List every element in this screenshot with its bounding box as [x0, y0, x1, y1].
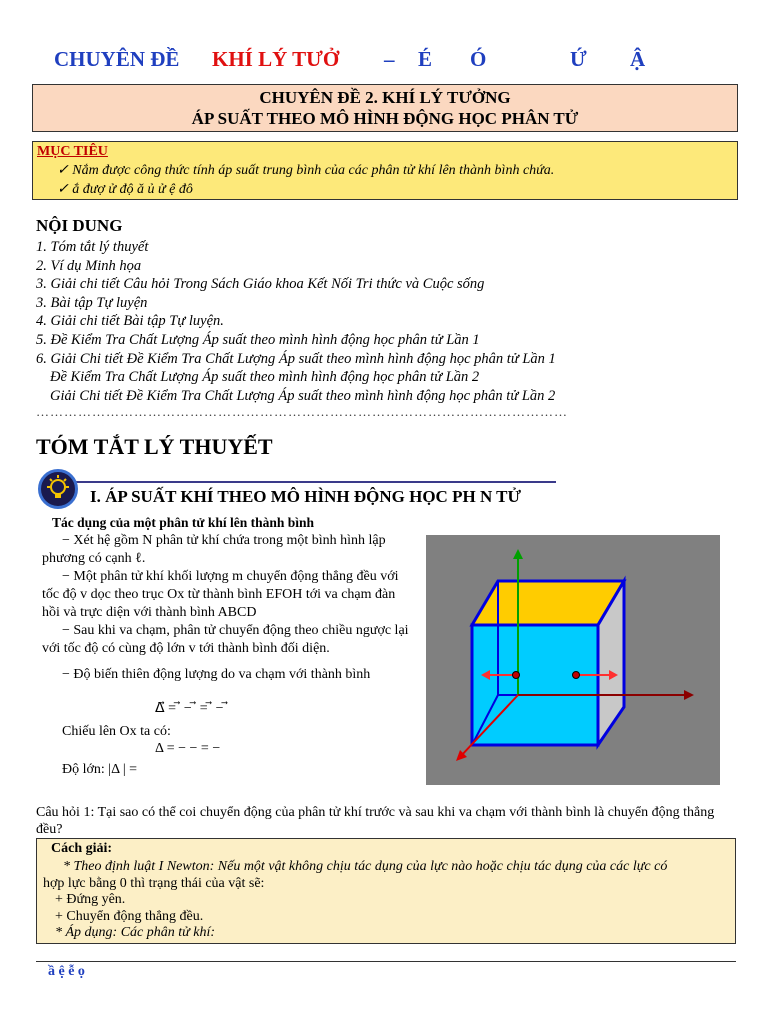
dotted-separator: …………………………………………………………………………………………………… [36, 404, 568, 419]
solution-box [36, 838, 736, 944]
header-part2: KHÍ LÝ TƯỞ [212, 47, 340, 71]
goal-item-2: ✓ ắ đượ ử độ ă ủ ử ệ đô [57, 182, 193, 197]
header-part3: – [384, 47, 395, 71]
solution-line-1: * Theo định luật I Newton: Nếu một vật không chịu tác dụng của lực nào hoặc chịu tác dụng của các lực có [63, 859, 668, 874]
section-title: I. ÁP SUẤT KHÍ THEO MÔ HÌNH ĐỘNG HỌC PH N TỬ [90, 487, 522, 506]
page-header [0, 44, 768, 80]
lightbulb-icon [38, 469, 78, 509]
goals-label: MỤC TIÊU [37, 144, 108, 159]
content-item: 1. Tóm tắt lý thuyết [36, 239, 149, 255]
molecule-right [573, 672, 580, 679]
header-part4: É [418, 47, 433, 71]
molecule-left [513, 672, 520, 679]
subheading: Tác dụng của một phân tử khí lên thành bình [52, 515, 315, 530]
section-rule [44, 481, 556, 483]
content-heading: NỘI DUNG [36, 216, 123, 235]
content-item: 6. Giải Chi tiết Đề Kiểm Tra Chất Lượng Áp suất theo mình hình động học phân tử Lần 1 [36, 350, 556, 367]
equation-1: Δ⃗ = ⃗ − ⃗ = ⃗ − ⃗ [155, 701, 228, 716]
cube-front-face [472, 625, 598, 745]
content-item: 3. Giải chi tiết Câu hỏi Trong Sách Giáo khoa Kết Nối Tri thức và Cuộc sống [36, 276, 485, 293]
content-item: Giải Chi tiết Đề Kiểm Tra Chất Lượng Áp suất theo mình hình động học phân tử Lần 2 [50, 387, 556, 404]
goal-item-1: ✓ Nắm được công thức tính áp suất trung bình của các phân tử khí lên thành bình chứa. [57, 163, 555, 178]
content-item: 5. Đề Kiểm Tra Chất Lượng Áp suất theo mình hình động học phân tử Lần 1 [36, 331, 480, 348]
paragraph-4: − Độ biến thiên động lượng do va chạm với thành bình [62, 667, 371, 682]
solution-line-4: + Chuyển động thẳng đều. [55, 909, 204, 924]
paragraph-2: − Một phân tử khí khối lượng m chuyển động thẳng đều với tốc độ v dọc theo trục Ox từ thành bình EFOH tới va chạm đàn hồi và trực diện với thành bình ABCD [42, 569, 399, 620]
header-part1: CHUYÊN ĐỀ [54, 47, 180, 71]
title-line2: ÁP SUẤT THEO MÔ HÌNH ĐỘNG HỌC PHÂN TỬ [191, 109, 579, 128]
equation-2: Δ = − − = − [155, 741, 221, 756]
content-list [36, 238, 556, 405]
header-part6: Ứ [570, 47, 587, 71]
equation-2-label: Chiếu lên Ox ta có: [62, 724, 171, 739]
content-item: 3. Bài tập Tự luyện [36, 294, 148, 311]
footer-text: ầ ệ ễ ọ [48, 964, 85, 979]
content-item: 4. Giải chi tiết Bài tập Tự luyện. [36, 313, 224, 330]
solution-line-3: + Đứng yên. [55, 892, 126, 907]
paragraph-1: − Xét hệ gồm N phân tử khí chứa trong một bình hình lập phương có cạnh ℓ. [42, 533, 386, 566]
paragraph-3: − Sau khi va chạm, phân tử chuyển động theo chiều ngược lại với tốc độ có cùng độ lớn v tới thành bình đối diện. [42, 623, 409, 656]
question-1: Câu hỏi 1: Tại sao có thể coi chuyển động của phân tử khí trước và sau khi va chạm với thành bình là chuyển động thẳng đều? [36, 805, 715, 837]
header-part5: Ó [470, 47, 487, 71]
solution-label: Cách giải: [51, 841, 113, 856]
solution-line-2: hợp lực bằng 0 thì trạng thái của vật sẽ: [43, 876, 265, 891]
header-part7: Ậ [630, 47, 646, 71]
equation-3: Độ lớn: |Δ | = [62, 762, 138, 777]
goals-box [32, 141, 738, 200]
summary-heading: TÓM TẮT LÝ THUYẾT [36, 434, 273, 459]
footer-rule [36, 961, 736, 962]
cube-diagram [426, 535, 720, 785]
content-item: Đề Kiểm Tra Chất Lượng Áp suất theo mình hình động học phân tử Lần 2 [50, 369, 480, 386]
title-line1: CHUYÊN ĐỀ 2. KHÍ LÝ TƯỞNG [259, 88, 511, 107]
title-box [32, 84, 738, 132]
content-item: 2. Ví dụ Minh họa [36, 257, 142, 274]
solution-line-5: * Áp dụng: Các phân tử khí: [55, 925, 216, 940]
